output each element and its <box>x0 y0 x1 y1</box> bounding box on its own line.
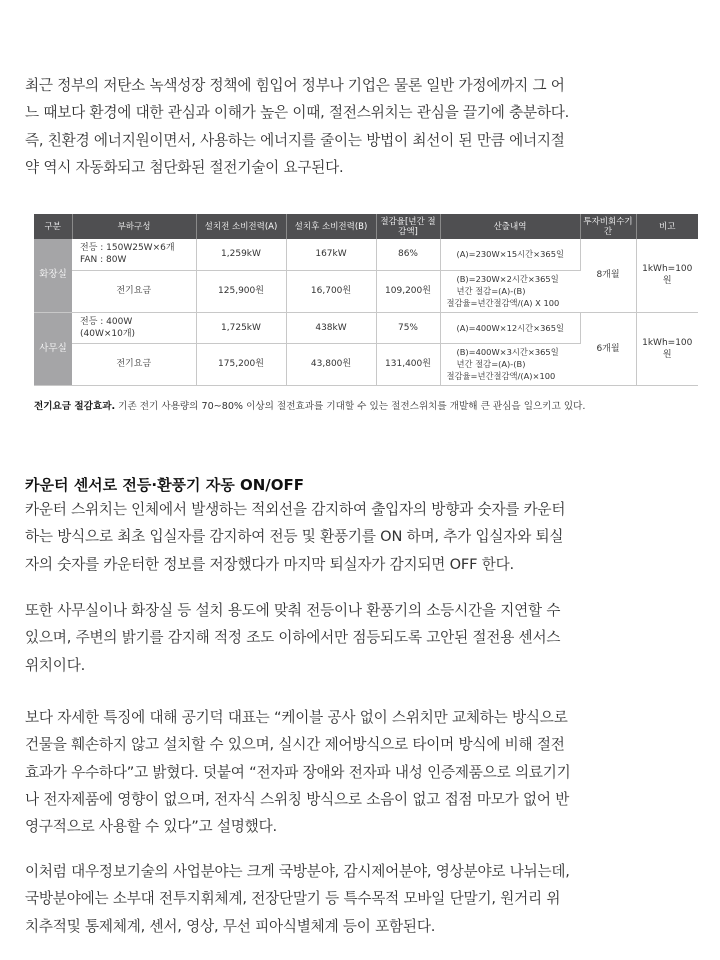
paragraph-3 <box>25 704 697 840</box>
section-heading: 카운터 센서로 전등·환풍기 자동 ON/OFF <box>25 476 304 494</box>
col-header: 투자비회수기간 <box>580 214 636 239</box>
table-header-row <box>34 214 698 239</box>
col-header: 절감율[년간 절감액] <box>376 214 440 239</box>
text-line: 이처럼 대우정보기술의 사업분야는 크게 국방분야, 감시제어분야, 영상분야로 나뉘는데, <box>25 863 570 880</box>
col-header: 부하구성 <box>72 214 196 239</box>
text-line: 최근 정부의 저탄소 녹색성장 정책에 힘입어 정부나 기업은 물론 일반 가정에까지 그 어 <box>25 77 565 94</box>
table-row <box>34 312 698 343</box>
col-header: 설치전 소비전력(A) <box>196 214 286 239</box>
before-cell: 175,200원 <box>196 343 286 385</box>
col-header: 구분 <box>34 214 72 239</box>
caption-text: 기존 전기 사용량의 70~80% 이상의 절전효과를 기대할 수 있는 절전스위치를 개발해 큰 관심을 일으키고 있다. <box>115 401 586 412</box>
text-line: 느 때보다 환경에 대한 관심과 이해가 높은 이때, 절전스위치는 관심을 끌기에 충분하다. <box>25 104 570 122</box>
intro-paragraph <box>25 72 697 181</box>
text-line: 효과가 우수하다”고 밝혔다. 덧붙여 “전자파 장애와 전자파 내성 인증제품으로 의료기기 <box>25 763 571 781</box>
text-line: 즉, 친환경 에너지원이면서, 사용하는 에너지를 줄이는 방법이 최선이 된 만큼 에너지절 <box>25 131 565 149</box>
load-cell: 전기요금 <box>72 343 196 385</box>
text-line: 있으며, 주변의 밝기를 감지해 적정 조도 이하에서만 점등되도록 고안된 절전용 센서스 <box>25 629 561 647</box>
calc-cell: (A)=230W×15시간×365일 <box>440 239 580 270</box>
col-header: 설치후 소비전력(B) <box>286 214 376 239</box>
after-cell: 167kW <box>286 239 376 270</box>
rate-cell: 86% <box>376 239 440 270</box>
group-cell: 화장실 <box>34 239 72 312</box>
text-line: 나 전자제품에 영향이 없으며, 전자식 스위칭 방식으로 소음이 없고 접점 마모가 없어 반 <box>25 790 570 808</box>
text-line: 보다 자세한 특징에 대해 공기덕 대표는 “케이블 공사 없이 스위치만 교체하는 방식으로 <box>25 709 568 726</box>
after-cell: 16,700원 <box>286 270 376 312</box>
before-cell: 125,900원 <box>196 270 286 312</box>
payback-cell: 8개월 <box>580 239 636 312</box>
paragraph-1 <box>25 496 697 578</box>
savings-table <box>34 214 698 386</box>
saving-cell: 131,400원 <box>376 343 440 385</box>
text-line: 영구적으로 사용할 수 있다”고 설명했다. <box>25 818 277 836</box>
text-line: 또한 사무실이나 화장실 등 설치 용도에 맞춰 전등이나 환풍기의 소등시간을 지연할 수 <box>25 602 561 619</box>
calc-cell: (A)=400W×12시간×365일 <box>440 312 580 343</box>
text-line: 약 역시 자동화되고 첨단화된 절전기술이 요구된다. <box>25 158 344 176</box>
table-row <box>34 239 698 270</box>
note-cell: 1kWh=100원 <box>636 239 698 312</box>
text-line: 카운터 스위치는 인체에서 발생하는 적외선을 감지하여 출입자의 방향과 숫자를 카운터 <box>25 501 566 518</box>
paragraph-4 <box>25 858 697 940</box>
text-line: 건물을 훼손하지 않고 설치할 수 있으며, 실시간 제어방식으로 타이머 방식에 비해 절전 <box>25 736 565 754</box>
col-header: 비고 <box>636 214 698 239</box>
caption-title: 전기요금 절감효과. <box>34 401 116 412</box>
table-caption <box>34 398 585 412</box>
group-cell: 사무실 <box>34 312 72 385</box>
calc-cell: (B)=400W×3시간×365일 년간 절감=(A)-(B) 절감율=년간절감액/(A)×100 <box>440 343 580 385</box>
text-line: 자의 숫자를 카운터한 정보를 저장했다가 마지막 퇴실자가 감지되면 OFF 한다. <box>25 555 514 573</box>
before-cell: 1,725kW <box>196 312 286 343</box>
text-line: 하는 방식으로 최초 입실자를 감지하여 전등 및 환풍기를 ON 하며, 추가 입실자와 퇴실 <box>25 528 564 546</box>
load-cell: 전등 : 400W (40W×10개) <box>72 312 196 343</box>
before-cell: 1,259kW <box>196 239 286 270</box>
col-header: 산출내역 <box>440 214 580 239</box>
note-cell: 1kWh=100원 <box>636 312 698 385</box>
saving-cell: 109,200원 <box>376 270 440 312</box>
text-line: 위치이다. <box>25 656 86 674</box>
calc-cell: (B)=230W×2시간×365일 년간 절감=(A)-(B) 절감율=년간절감액/(A) X 100 <box>440 270 580 312</box>
text-line: 국방분야에는 소부대 전투지휘체계, 전장단말기 등 특수목적 모바일 단말기, 원거리 위 <box>25 890 561 908</box>
paragraph-2 <box>25 597 697 679</box>
load-cell: 전기요금 <box>72 270 196 312</box>
after-cell: 438kW <box>286 312 376 343</box>
rate-cell: 75% <box>376 312 440 343</box>
after-cell: 43,800원 <box>286 343 376 385</box>
payback-cell: 6개월 <box>580 312 636 385</box>
load-cell: 전등 : 150W25W×6개 FAN : 80W <box>72 239 196 270</box>
text-line: 치추적및 통제체계, 센서, 영상, 무선 피아식별체계 등이 포함된다. <box>25 917 436 935</box>
